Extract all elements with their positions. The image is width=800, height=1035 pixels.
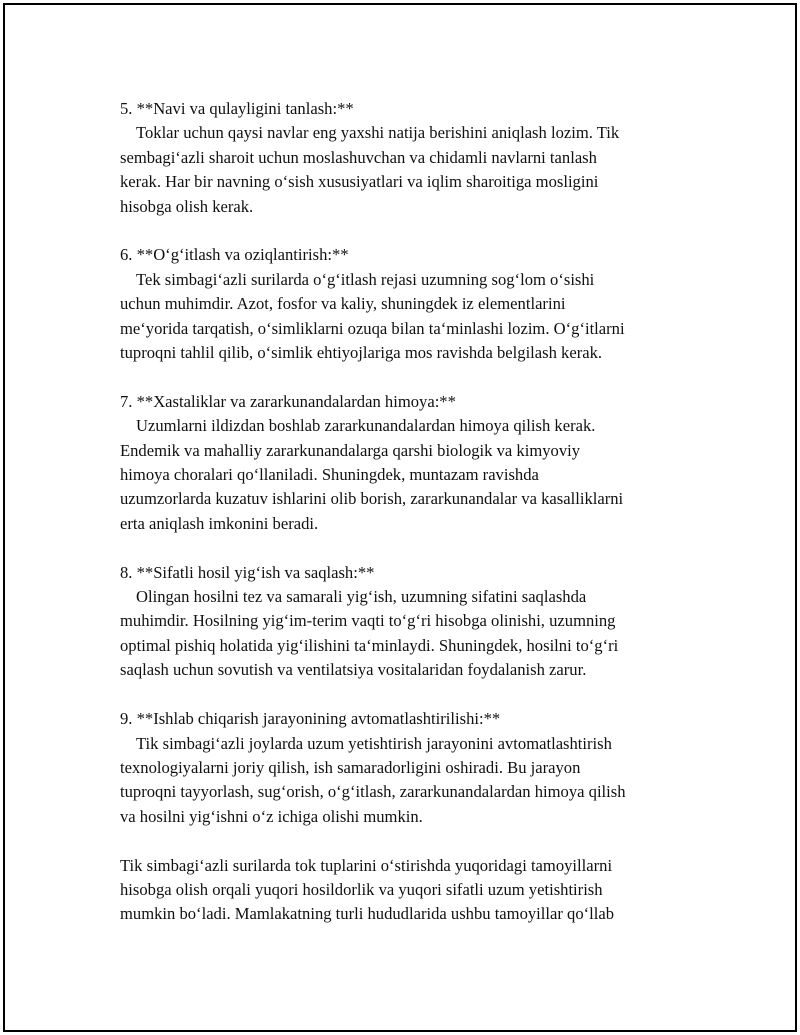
section-7 [120,390,700,536]
section-9 [120,707,700,829]
paragraph-line: Uzumlarni ildizdan boshlab zararkunandalardan himoya qilish kerak. [136,416,596,436]
paragraph-line: Tik simbagi‘azli surilarda tok tuplarini o‘stirishda yuqoridagi tamoyillarni [120,855,613,875]
paragraph-line: Toklar uchun qaysi navlar eng yaxshi natija berishini aniqlash lozim. Tik [136,123,620,143]
paragraph-line: Endemik va mahalliy zararkunandalarga qarshi biologik va kimyoviy [120,440,581,460]
paragraph-line: optimal pishiq holatida yig‘ilishini ta‘minlaydi. Shuningdek, hosilni to‘g‘ri [120,635,619,655]
section-6 [120,243,700,365]
section-heading: 5. **Navi va qulayligini tanlash:** [120,99,354,118]
paragraph-line: Olingan hosilni tez va samarali yig‘ish, uzumning sifatini saqlashda [136,587,587,607]
paragraph-line: muhimdir. Hosilning yig‘im-terim vaqti to‘g‘ri hisobga olinishi, uzumning [120,611,616,631]
document-body [120,97,700,951]
paragraph-line: mumkin bo‘ladi. Mamlakatning turli hududlarida ushbu tamoyillar qo‘llab [120,904,615,924]
section-8 [120,561,700,683]
paragraph-line: saqlash uchun sovutish va ventilatsiya vositalaridan foydalanish zarur. [120,660,587,680]
paragraph-line: Tik simbagi‘azli joylarda uzum yetishtirish jarayonini avtomatlashtirish [136,733,612,753]
paragraph-line: kerak. Har bir navning o‘sish xususiyatlari va iqlim sharoitiga mosligini [120,172,599,192]
paragraph-line: va hosilni yig‘ishni o‘z ichiga olishi mumkin. [120,806,423,826]
paragraph-line: erta aniqlash imkonini beradi. [120,513,319,533]
paragraph-line: sembagi‘azli sharoit uchun moslashuvchan va chidamli navlarni tanlash [120,147,597,167]
section-heading: 6. **O‘g‘itlash va oziqlantirish:** [120,245,349,265]
paragraph-line: uchun muhimdir. Azot, fosfor va kaliy, shuningdek iz elementlarini [120,294,566,314]
section-heading: 9. **Ishlab chiqarish jarayonining avtomatlashtirilishi:** [120,709,501,729]
section-heading: 7. **Xastaliklar va zararkunandalardan himoya:** [120,391,456,411]
section-5 [120,97,700,219]
paragraph-line: texnologiyalarni joriy qilish, ish samaradorligini oshiradi. Bu jarayon [120,757,581,777]
paragraph-line: uzumzorlarda kuzatuv ishlarini olib borish, zararkunandalar va kasalliklarni [120,489,624,509]
paragraph-line: Tek simbagi‘azli surilarda o‘g‘itlash rejasi uzumning sog‘lom o‘sishi [136,269,595,289]
paragraph-line: hisobga olish kerak. [120,196,254,216]
paragraph-line: himoya choralari qo‘llaniladi. Shuningdek, muntazam ravishda [120,465,539,485]
document-page [3,3,797,1032]
paragraph-line: tuproqni tahlil qilib, o‘simlik ehtiyojlariga mos ravishda belgilash kerak. [120,343,603,363]
paragraph-line: tuproqni tayyorlash, sug‘orish, o‘g‘itlash, zararkunandalardan himoya qilish [120,782,626,802]
paragraph-line: hisobga olish orqali yuqori hosildorlik va yuqori sifatli uzum yetishtirish [120,879,603,899]
section-heading: 8. **Sifatli hosil yig‘ish va saqlash:** [120,562,375,582]
conclusion-paragraph [120,854,700,927]
paragraph-line: me‘yorida tarqatish, o‘simliklarni ozuqa bilan ta‘minlashi lozim. O‘g‘itlarni [120,318,625,338]
